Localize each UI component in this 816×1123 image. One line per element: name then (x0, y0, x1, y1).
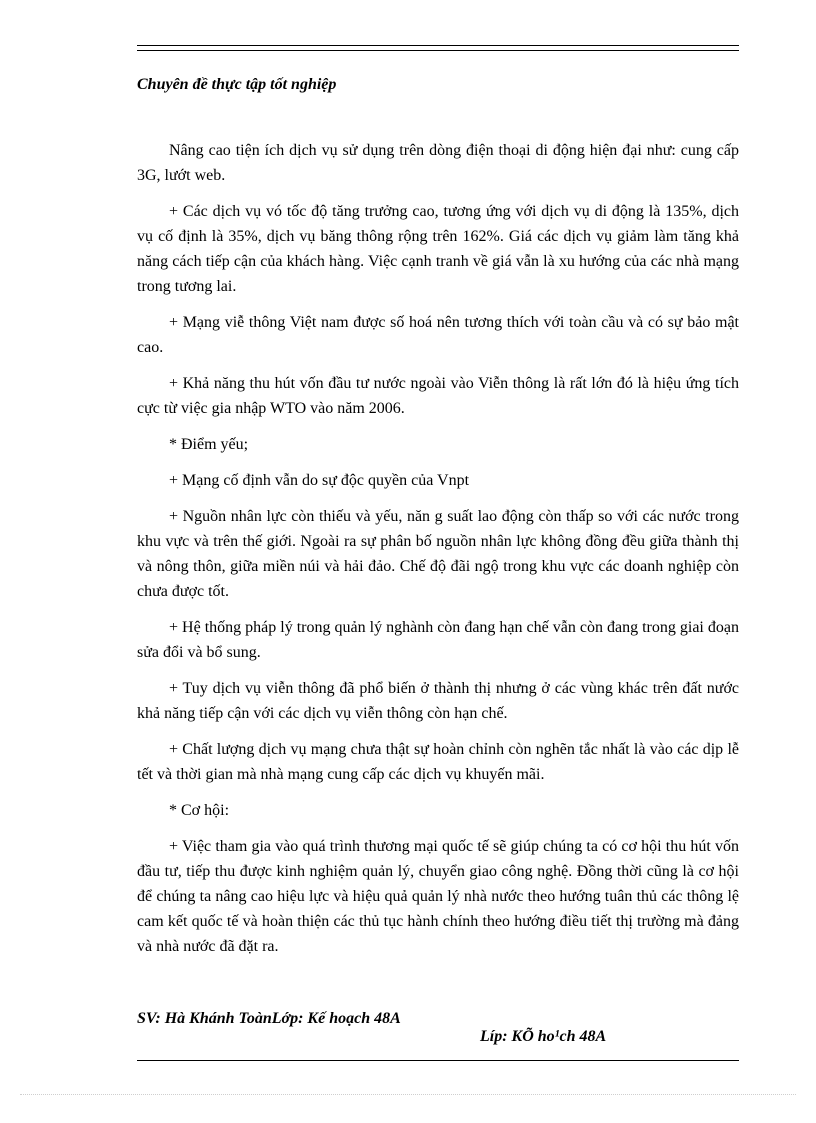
paragraph-1: Nâng cao tiện ích dịch vụ sử dụng trên dòng điện thoại di động hiện đại như: cung cấp 3G, lướt web. (137, 142, 739, 184)
page-edge-divider (20, 1094, 796, 1095)
paragraph-4: + Khả năng thu hút vốn đầu tư nước ngoài vào Viễn thông là rất lớn đó là hiệu ứng tích cực từ việc gia nhập WTO vào năm 2006. (137, 375, 739, 417)
paragraph-7: + Nguồn nhân lực còn thiếu và yếu, năn g suất lao động còn thấp so với các nước trong khu vực và trên thế giới. Ngoài ra sự phân bố nguồn nhân lực không đồng đều giữa thành thị và nông thôn, giữa miền núi và hải đảo. Chế độ đãi ngộ trong khu vực các doanh nghiệp còn chưa được tốt. (137, 508, 739, 600)
paragraph-opportunities-heading: * Cơ hội: (169, 802, 230, 819)
footer-class-info: Líp: KÕ ho¹ch 48A (480, 1028, 607, 1045)
paragraph-10: + Chất lượng dịch vụ mạng chưa thật sự hoàn chỉnh còn nghẽn tắc nhất là vào các dịp lễ tết và thời gian mà nhà mạng cung cấp các dịch vụ khuyến mãi. (137, 741, 739, 783)
document-body (137, 138, 739, 970)
footer-student-info: SV: Hà Khánh ToànLớp: Kế hoạch 48A (137, 1010, 401, 1027)
paragraph-8: + Hệ thống pháp lý trong quản lý nghành còn đang hạn chế vẫn còn đang trong giai đoạn sửa đổi và bổ sung. (137, 619, 739, 661)
paragraph-9: + Tuy dịch vụ viễn thông đã phổ biến ở thành thị nhưng ở các vùng khác trên đất nước khả năng tiếp cận với các dịch vụ viễn thông còn hạn chế. (137, 680, 739, 722)
paragraph-3: + Mạng viễ thông Việt nam được số hoá nên tương thích với toàn cầu và có sự bảo mật cao. (137, 314, 739, 356)
paragraph-12: + Việc tham gia vào quá trình thương mại quốc tế sẽ giúp chúng ta có cơ hội thu hút vốn đầu tư, tiếp thu được kinh nghiệm quản lý, chuyển giao công nghệ. Đồng thời cũng là cơ hội để chúng ta nâng cao hiệu lực và hiệu quả quản lý nhà nước theo hướng tuân thủ các thông lệ cam kết quốc tế và hoàn thiện các thủ tục hành chính theo hướng điều tiết thị trường mà đảng và nhà nước đã đặt ra. (137, 838, 739, 955)
paragraph-2: + Các dịch vụ vó tốc độ tăng trưởng cao, tương ứng với dịch vụ di động là 135%, dịch vụ cố định là 35%, dịch vụ băng thông rộng trên 162%. Giá các dịch vụ giảm làm tăng khả năng cách tiếp cận của khách hàng. Việc cạnh tranh về giá vẫn là xu hướng của các nhà mạng trong tương lai. (137, 203, 739, 295)
header-double-rule (137, 45, 739, 51)
paragraph-6: + Mạng cố định vẫn do sự độc quyền của Vnpt (169, 472, 470, 489)
header-title: Chuyên đề thực tập tốt nghiệp (137, 76, 337, 93)
paragraph-weaknesses-heading: * Điểm yếu; (169, 436, 249, 453)
footer-rule (137, 1060, 739, 1061)
